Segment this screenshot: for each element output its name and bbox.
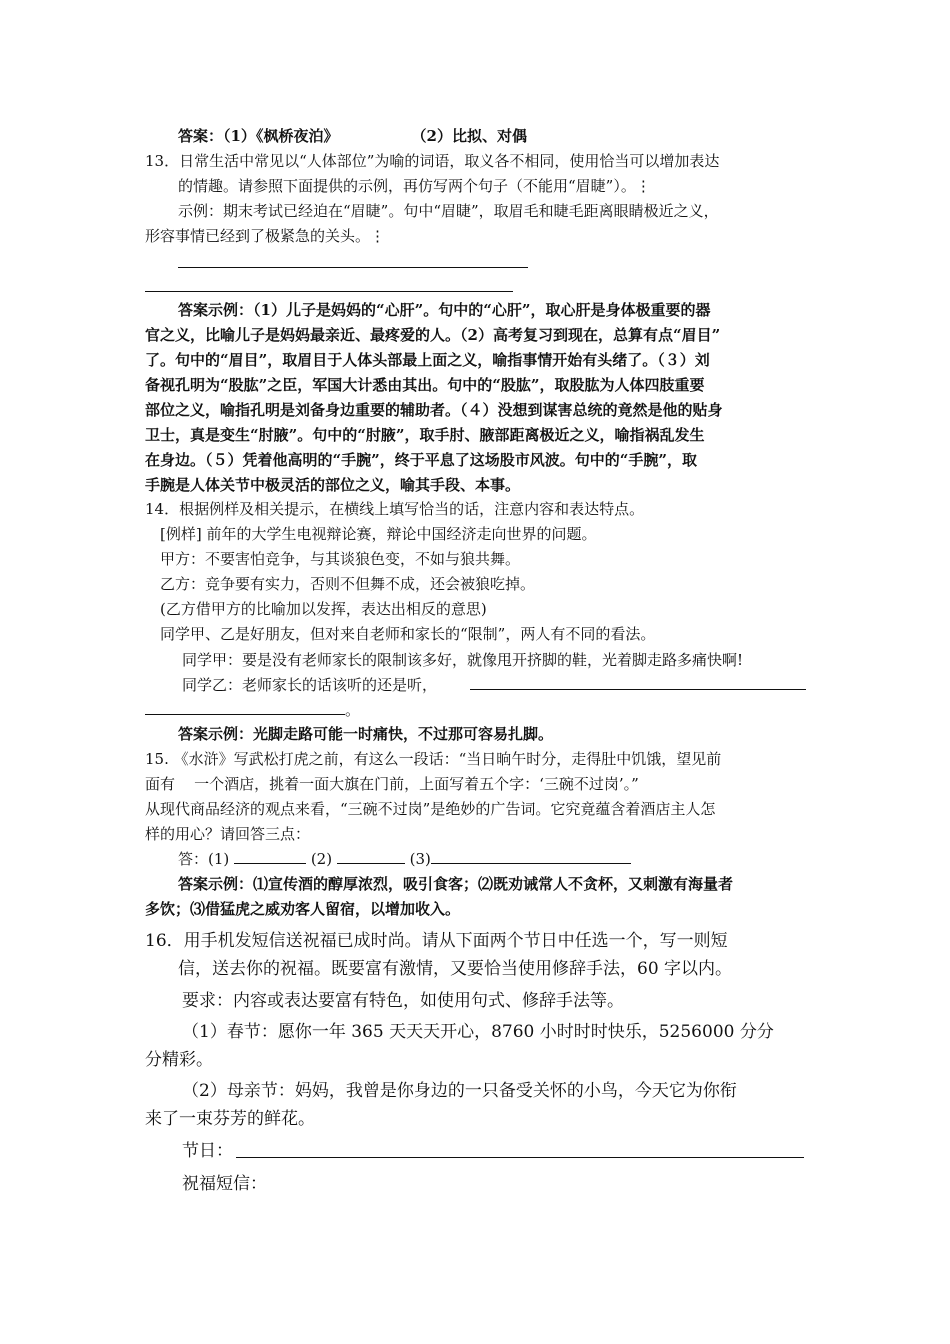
q14-period: 。	[345, 701, 361, 719]
q16-example2-line1: （2）母亲节：妈妈，我曾是你身边的一只备受关怀的小鸟，今天它为你衔	[182, 1081, 737, 1101]
q16-requirement: 要求：内容或表达要富有特色，如使用句式、修辞手法等。	[182, 991, 624, 1011]
q14-answer: 答案示例：光脚走路可能一时痛快，不过那可容易扎脚。	[178, 725, 554, 743]
q15-prompt-line3: 从现代商品经济的观点来看，“三碗不过岗”是绝妙的广告词。它究竟蕴含着酒店主人怎	[145, 800, 716, 818]
q15-prompt-line4: 样的用心？请回答三点：	[145, 825, 311, 843]
q14-answer-blank-2[interactable]	[145, 714, 345, 715]
q14-student-a: 同学甲：要是没有老师家长的限制该多好，就像甩开挤脚的鞋，光着脚走路多痛快啊!	[182, 651, 744, 669]
q14-prompt: 14．根据例样及相关提示，在横线上填写恰当的话，注意内容和表达特点。	[145, 500, 645, 518]
q16-sms-label: 祝福短信：	[182, 1174, 267, 1194]
q15-answer-label-2: (2)	[310, 850, 333, 868]
q13-prompt-line1: 13．日常生活中常见以“人体部位”为喻的词语，取义各不相同，使用恰当可以增加表达	[145, 152, 720, 170]
q14-note: (乙方借甲方的比喻加以发挥，表达出相反的意思)	[160, 600, 487, 618]
q13-answer-line6: 卫士，真是变生“肘腋”。句中的“肘腋”，取手肘、腋部距离极近之义，喻指祸乱发生	[145, 426, 705, 444]
q16-festival-blank[interactable]	[236, 1157, 804, 1158]
q13-example-line2: 形容事情已经到了极紧急的关头。⋮	[145, 227, 386, 245]
q16-example1-line1: （1）春节：愿你一年 365 天天天开心，8760 小时时时快乐，5256000 分分	[182, 1022, 774, 1042]
q13-answer-line3: 了。句中的“眉目”，取眉目于人体头部最上面之义，喻指事情开始有头绪了。（３）刘	[145, 351, 710, 369]
q15-answer-row	[178, 848, 631, 870]
q13-prompt-line2: 的情趣。请参照下面提供的示例，再仿写两个句子（不能用“眉睫”）。⋮	[178, 177, 651, 195]
q13-answer-line4: 备视孔明为“股肱”之臣，军国大计悉由其出。句中的“股肱”，取股肱为人体四肢重要	[145, 376, 705, 394]
q13-answer-line8: 手腕是人体关节中极灵活的部位之义，喻其手段、本事。	[145, 476, 521, 494]
q15-answer-line1: 答案示例：⑴宣传酒的醇厚浓烈，吸引食客；⑵既劝诫常人不贪杯，又刺激有海量者	[178, 875, 734, 893]
q16-example2-line2: 来了一束芬芳的鲜花。	[145, 1109, 315, 1129]
q13-answer-line5: 部位之义，喻指孔明是刘备身边重要的辅助者。（４）没想到谋害总统的竟然是他的贴身	[145, 401, 723, 419]
q15-answer-line2: 多饮；⑶借猛虎之威劝客人留宿，以增加收入。	[145, 900, 461, 918]
q15-prompt-line2: 面有 一个酒店，挑着一面大旗在门前，上面写着五个字：‘三碗不过岗’。”	[145, 775, 639, 793]
q14-answer-blank-1[interactable]	[470, 689, 806, 690]
q16-prompt-line2: 信，送去你的祝福。既要富有激情，又要恰当使用修辞手法，60 字以内。	[178, 959, 733, 979]
q14-context: 同学甲、乙是好朋友，但对来自老师和家长的“限制”，两人有不同的看法。	[160, 625, 656, 643]
q14-student-b: 同学乙：老师家长的话该听的还是听，	[182, 676, 438, 694]
q14-side-a: 甲方：不要害怕竞争，与其谈狼色变，不如与狼共舞。	[160, 550, 521, 568]
q12-answer: 答案：（1）《枫桥夜泊》 （2）比拟、对偶	[178, 127, 527, 145]
q13-answer-line2: 官之义，比喻儿子是妈妈最亲近、最疼爱的人。（2）高考复习到现在，总算有点“眉目”	[145, 326, 721, 344]
q16-example1-line2: 分精彩。	[145, 1050, 213, 1070]
q13-answer-line1: 答案示例：（1）儿子是妈妈的“心肝”。句中的“心肝”，取心肝是身体极重要的器	[178, 301, 711, 319]
q15-answer-blank-2[interactable]	[337, 848, 405, 864]
q14-example-intro: [例样] 前年的大学生电视辩论赛，辩论中国经济走向世界的问题。	[160, 525, 597, 543]
q13-example-line1: 示例：期末考试已经迫在“眉睫”。句中“眉睫”，取眉毛和睫毛距离眼睛极近之义，	[178, 202, 719, 220]
q15-answer-label-3: (3)	[409, 850, 431, 868]
q13-answer-blank-2[interactable]	[145, 291, 513, 292]
q16-festival-label: 节日：	[182, 1141, 233, 1161]
q15-answer-blank-3[interactable]	[431, 848, 631, 864]
q15-answer-blank-1[interactable]	[234, 848, 306, 864]
q15-prompt-line1: 15. 《水浒》写武松打虎之前，有这么一段话：“当日晌午时分，走得肚中饥饿，望见前	[145, 750, 722, 768]
q14-side-b: 乙方：竞争要有实力，否则不但舞不成，还会被狼吃掉。	[160, 575, 536, 593]
q15-answer-label-1: 答：(1)	[178, 850, 230, 868]
q16-prompt-line1: 16．用手机发短信送祝福已成时尚。请从下面两个节日中任选一个，写一则短	[145, 931, 728, 951]
q13-answer-blank-1[interactable]	[178, 267, 528, 268]
q13-answer-line7: 在身边。（５）凭着他高明的“手腕”，终于平息了这场股市风波。句中的“手腕”，取	[145, 451, 698, 469]
